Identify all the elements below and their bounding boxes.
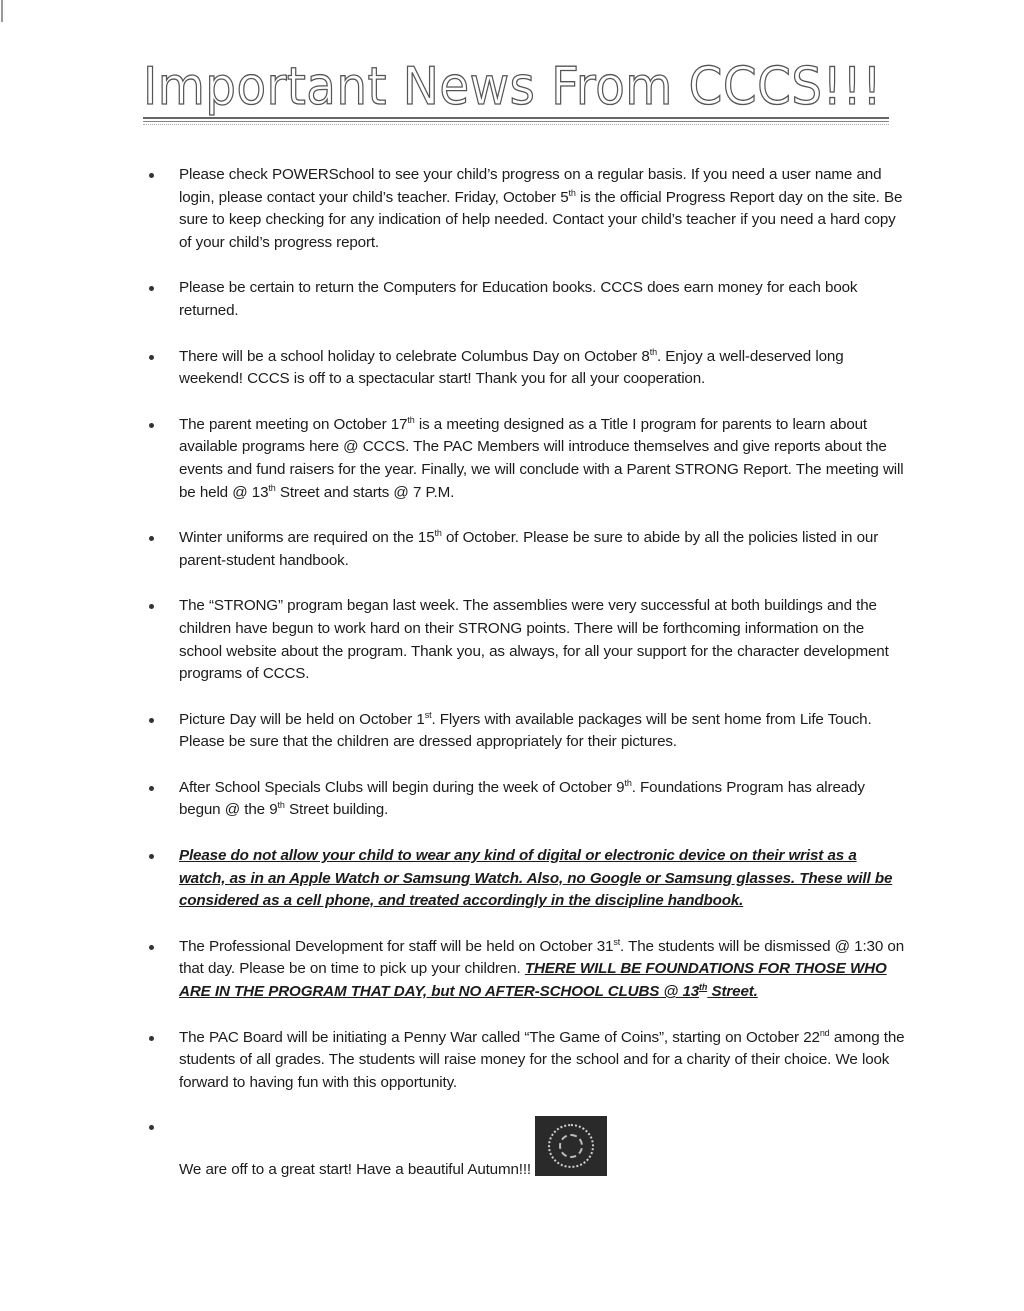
- emphasized-text: THERE WILL BE FOUNDATIONS FOR THOSE WHO ARE IN THE PROGRAM THAT DAY, but NO AFTER-SCHOOL CLUBS @ 13: [179, 960, 887, 1001]
- announcement-text: [179, 1027, 906, 1095]
- bullet-icon: [149, 854, 154, 859]
- text-segment: After School Specials Clubs will begin during the week of October 9: [179, 778, 625, 796]
- bullet-icon: [149, 1036, 154, 1041]
- ordinal-suffix: st: [424, 709, 432, 720]
- text-segment: Picture Day will be held on October 1: [179, 710, 425, 728]
- announcement-item: [146, 346, 906, 391]
- text-segment: The “STRONG” program began last week. The assemblies were very successful at both buildings and the children have begun to work hard on their STRONG points. There will be forthcoming information on the school website about the program. Thank you, as always, for all your support for the character development programs of CCCS.: [179, 597, 889, 683]
- text-segment: The PAC Board will be initiating a Penny War called “The Game of Coins”, starting on October 22: [179, 1028, 820, 1046]
- announcement-text: [179, 164, 906, 254]
- text-segment: Winter uniforms are required on the 15: [179, 529, 435, 547]
- bullet-icon: [149, 718, 154, 723]
- emphasized-text: Please do not allow your child to wear any kind of digital or electronic device on their wrist as a watch, as in an Apple Watch or Samsung Watch. Also, no Google or Samsung glasses. These will be considered as a cell phone, and treated accordingly in the discipline handbook.: [179, 847, 893, 910]
- announcement-item: [146, 777, 906, 822]
- autumn-clipart-icon: [535, 1116, 607, 1176]
- announcement-text: [179, 277, 906, 322]
- page-title: Important News From CCCS!!!: [143, 57, 883, 117]
- text-segment: There will be a school holiday to celebrate Columbus Day on October 8: [179, 347, 650, 365]
- announcement-text: [179, 845, 906, 913]
- text-segment: The Professional Development for staff will be held on October 31: [179, 937, 614, 955]
- announcement-item: [146, 1027, 906, 1095]
- text-segment: The parent meeting on October 17: [179, 415, 408, 433]
- ordinal-suffix: th: [407, 414, 415, 425]
- text-segment: is the official Progress Report day on the site. Be sure to keep checking for any indication of help needed. Contact your child’s teacher if you need a hard copy of your child’s progress report.: [179, 188, 903, 251]
- text-segment: . Flyers with available packages will be sent home from Life Touch. Please be sure that the children are dressed appropriately for their pictures.: [179, 710, 872, 751]
- bullet-icon: [149, 604, 154, 609]
- ordinal-suffix: th: [568, 187, 576, 198]
- announcement-text: [179, 777, 906, 822]
- announcement-text: [179, 936, 906, 1004]
- bullet-icon: [149, 1125, 154, 1130]
- ordinal-suffix: th: [434, 528, 442, 539]
- ordinal-suffix: st: [613, 936, 621, 947]
- text-segment: Street building.: [284, 801, 389, 819]
- text-segment: Street and starts @ 7 P.M.: [275, 483, 455, 501]
- text-segment: . Foundations Program has already begun @ the 9: [179, 778, 865, 819]
- announcement-list: [146, 164, 906, 1182]
- announcement-item: [146, 527, 906, 572]
- ordinal-suffix: nd: [819, 1027, 830, 1038]
- announcement-item: [146, 936, 906, 1004]
- title-underline: [143, 117, 889, 122]
- emphasized-text: Street.: [707, 983, 758, 1001]
- bullet-icon: [149, 355, 154, 360]
- announcement-text: [179, 595, 906, 685]
- announcement-item: [146, 277, 906, 322]
- announcement-item: [146, 845, 906, 913]
- scan-edge-mark: [1, 0, 3, 22]
- bullet-icon: [149, 173, 154, 178]
- ordinal-suffix: th: [624, 777, 632, 788]
- text-segment: is a meeting designed as a Title I program for parents to learn about available programs here @ CCCS. The PAC Members will introduce themselves and give reports about the events and fund raisers for the year. Finally, we will conclude with a Parent STRONG Report. The meeting will be held @ 13: [179, 415, 904, 501]
- announcement-text: [179, 1116, 906, 1182]
- title-underline-secondary: [143, 124, 889, 125]
- announcement-item: [146, 164, 906, 254]
- ordinal-suffix: th: [699, 982, 708, 993]
- announcement-text: [179, 527, 906, 572]
- bullet-icon: [149, 945, 154, 950]
- text-segment: Please be certain to return the Computers for Education books. CCCS does earn money for each book returned.: [179, 279, 858, 319]
- text-segment: We are off to a great start! Have a beautiful Autumn!!!: [179, 1161, 531, 1179]
- title-block: [143, 58, 889, 125]
- text-segment: Please check POWERSchool to see your child’s progress on a regular basis. If you need a user name and login, please contact your child’s teacher. Friday, October 5: [179, 166, 882, 206]
- bullet-icon: [149, 536, 154, 541]
- ordinal-suffix: th: [649, 346, 657, 357]
- text-segment: . The students will be dismissed @ 1:30 on that day. Please be on time to pick up your children.: [179, 937, 905, 978]
- announcement-item: [146, 1116, 906, 1182]
- announcement-item: [146, 595, 906, 685]
- announcement-text: [179, 346, 906, 391]
- announcement-item: [146, 414, 906, 504]
- text-segment: among the students of all grades. The students will raise money for the school and for a charity of their choice. We look forward to having fun with this opportunity.: [179, 1028, 905, 1091]
- bullet-icon: [149, 286, 154, 291]
- announcement-text: [179, 414, 906, 504]
- ordinal-suffix: th: [268, 482, 276, 493]
- announcement-text: [179, 709, 906, 754]
- text-segment: of October. Please be sure to abide by all the policies listed in our parent-student handbook.: [179, 529, 879, 569]
- ordinal-suffix: th: [277, 800, 285, 811]
- bullet-icon: [149, 786, 154, 791]
- text-segment: . Enjoy a well-deserved long weekend! CCCS is off to a spectacular start! Thank you for all your cooperation.: [179, 347, 844, 388]
- bullet-icon: [149, 423, 154, 428]
- announcement-item: [146, 709, 906, 754]
